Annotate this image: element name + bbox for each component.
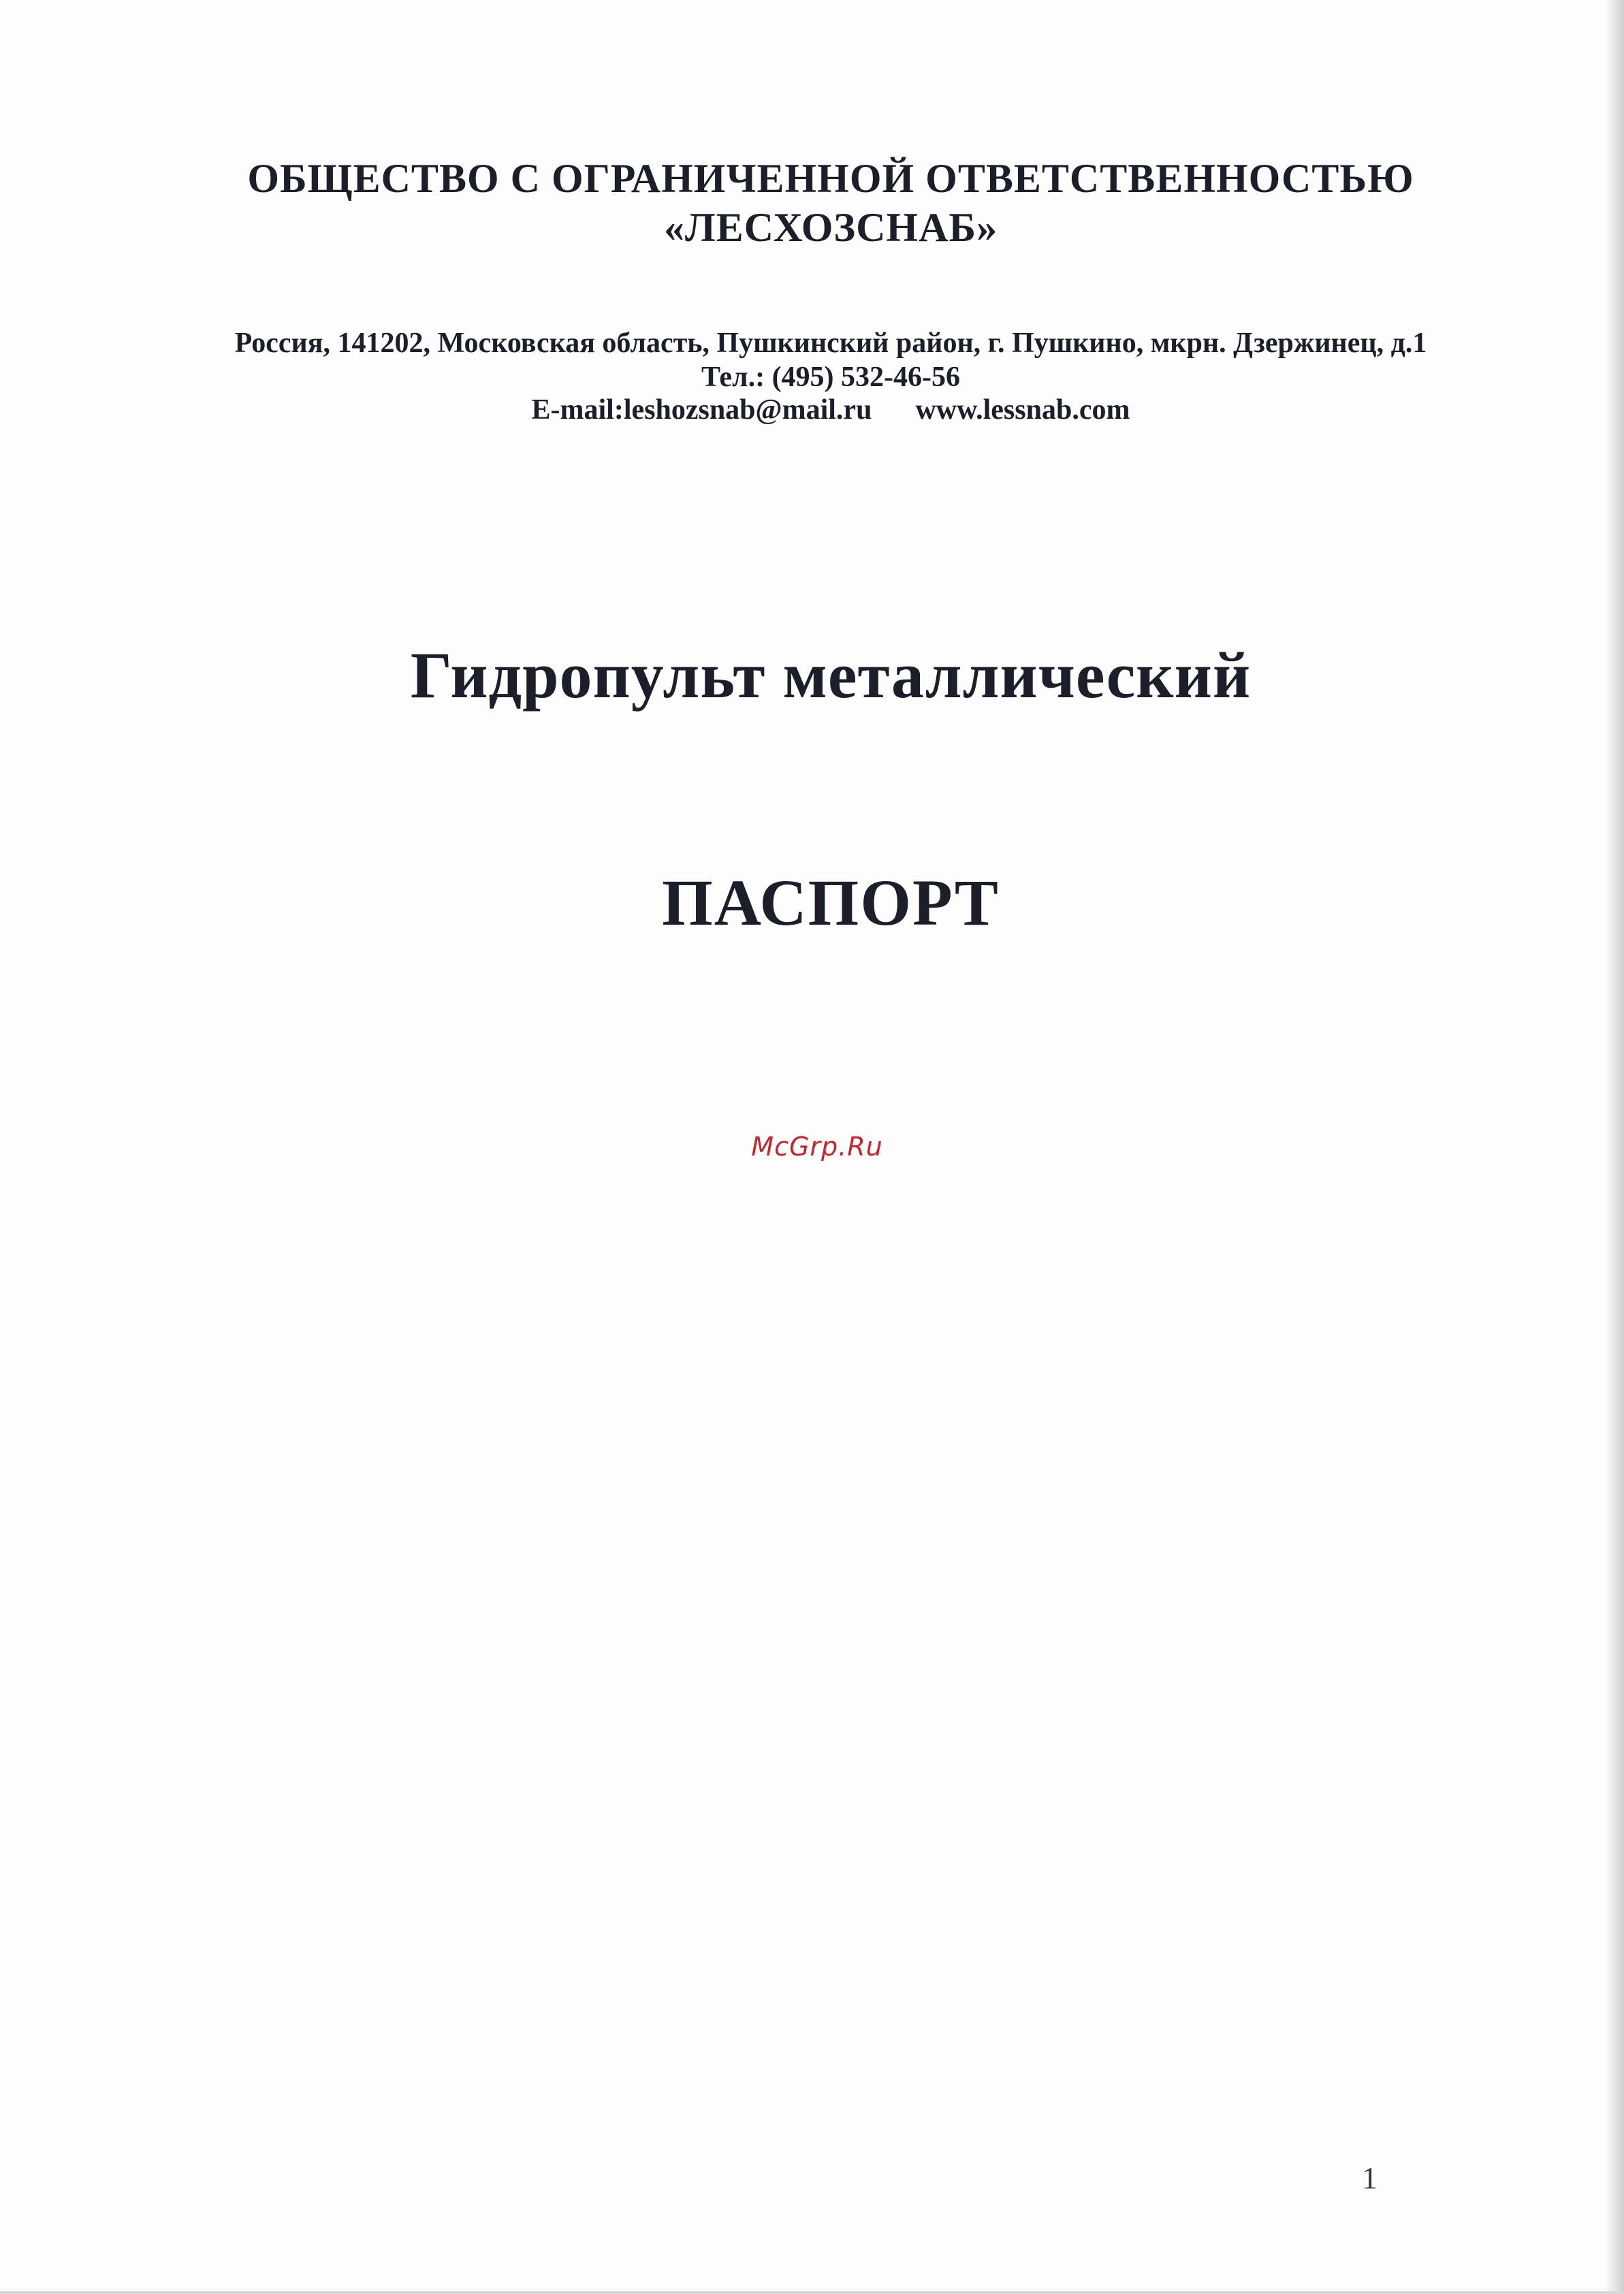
page-number: 1 xyxy=(1362,2161,1378,2195)
scan-edge-right xyxy=(1604,0,1624,2294)
company-address: Россия, 141202, Московская область, Пушкинский район, г. Пушкино, мкрн. Дзержинец, д.1 xyxy=(234,328,1427,359)
organization-type: ОБЩЕСТВО С ОГРАНИЧЕННОЙ ОТВЕТСТВЕННОСТЬЮ xyxy=(247,156,1414,201)
company-email: E-mail:leshozsnab@mail.ru xyxy=(531,394,872,426)
organization-name: «ЛЕСХОЗСНАБ» xyxy=(663,205,998,250)
product-title: Гидропульт металлический xyxy=(410,639,1252,712)
document-type-title: ПАСПОРТ xyxy=(662,866,1000,939)
watermark-link[interactable]: McGrp.Ru xyxy=(751,1132,883,1162)
company-email-website xyxy=(0,394,1624,426)
company-phone: Тел.: (495) 532-46-56 xyxy=(701,362,961,393)
scan-edge-bottom xyxy=(0,2291,1624,2294)
company-website: www.lessnab.com xyxy=(915,394,1130,426)
